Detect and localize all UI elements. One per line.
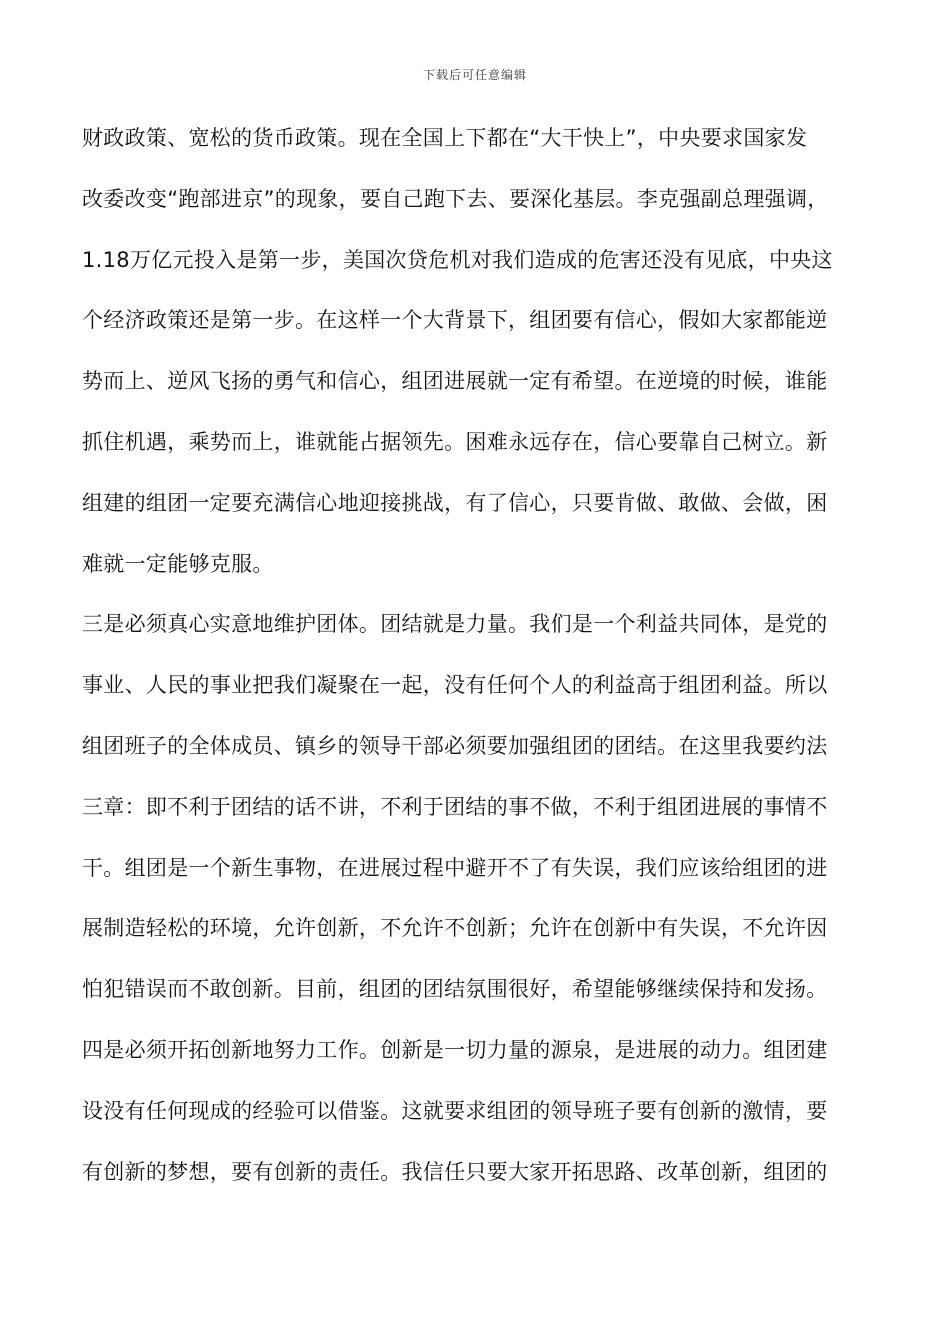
page-header-note: 下载后可任意编辑 xyxy=(422,68,527,82)
text-line: 事业、人民的事业把我们凝聚在一起，没有任何个人的利益高于组团利益。所以 xyxy=(82,673,828,698)
text-line: 怕犯错误而不敢创新。目前，组团的团结氛围很好，希望能够继续保持和发扬。 xyxy=(82,977,828,1002)
text-line: 个经济政策还是第一步。在这样一个大背景下，组团要有信心，假如大家都能逆 xyxy=(82,308,828,333)
text-line: 财政政策、宽松的货币政策。现在全国上下都在“大干快上”，中央要求国家发 xyxy=(82,126,808,150)
text-line: 三是必须真心实意地维护团体。团结就是力量。我们是一个利益共同体，是党的 xyxy=(82,612,828,637)
document-body xyxy=(82,118,882,1212)
text-line: 组团班子的全体成员、镇乡的领导干部必须要加强组团的团结。在这里我要约法 xyxy=(82,733,828,758)
text-line: 难就一定能够克服。 xyxy=(82,551,274,576)
text-line: 势而上、逆风飞扬的勇气和信心，组团进展就一定有希望。在逆境的时候，谁能 xyxy=(82,369,828,394)
text-line: 有创新的梦想，要有创新的责任。我信任只要大家开拓思路、改革创新，组团的 xyxy=(82,1159,828,1184)
text-line: 改委改变“跑部进京”的现象，要自己跑下去、要深化基层。李克强副总理强调， xyxy=(82,186,829,211)
text-line: 四是必须开拓创新地努力工作。创新是一切力量的源泉，是进展的动力。组团建 xyxy=(82,1037,828,1062)
text-line: 干。组团是一个新生事物，在进展过程中避开不了有失误，我们应该给组团的进 xyxy=(82,855,828,880)
text-line: 1.18万亿元投入是第一步，美国次贷危机对我们造成的危害还没有见底，中央这 xyxy=(82,247,833,272)
text-line: 组建的组团一定要充满信心地迎接挑战，有了信心，只要肯做、敢做、会做，困 xyxy=(82,490,828,515)
text-line: 抓住机遇，乘势而上，谁就能占据领先。困难永远存在，信心要靠自己树立。新 xyxy=(82,429,828,454)
text-line: 展制造轻松的环境，允许创新，不允许不创新；允许在创新中有失误，不允许因 xyxy=(82,916,828,941)
text-line: 设没有任何现成的经验可以借鉴。这就要求组团的领导班子要有创新的激情，要 xyxy=(82,1098,828,1123)
text-line: 三章：即不利于团结的话不讲，不利于团结的事不做，不利于组团进展的事情不 xyxy=(82,794,828,819)
